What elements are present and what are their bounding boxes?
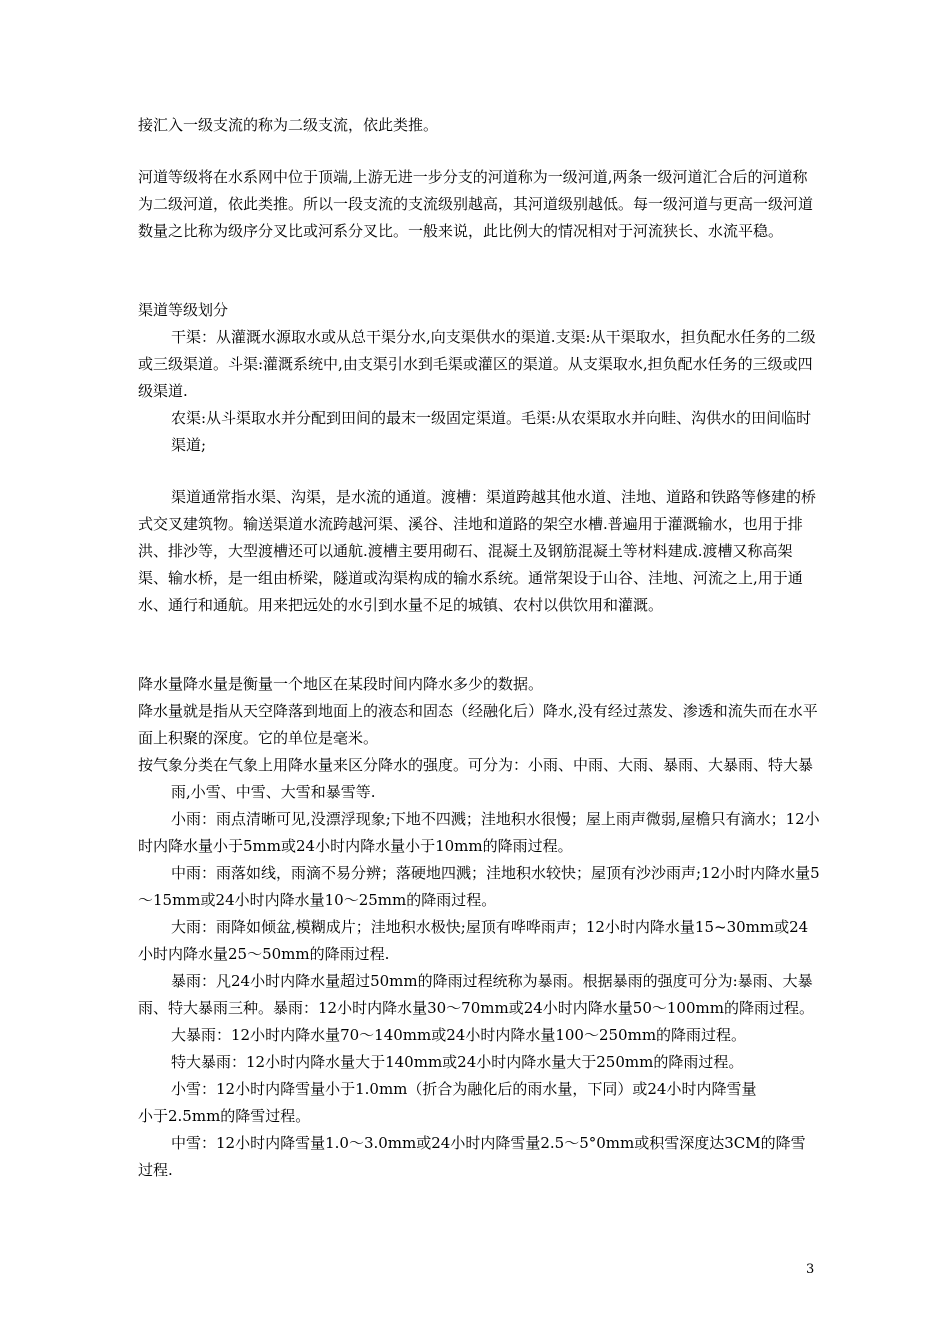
paragraph-moderate-snow: 中雪：12小时内降雪量1.0～3.0mm或24小时内降雪量2.5～5°0mm或积雪深度达3CM的降雪过程.	[138, 1134, 806, 1179]
paragraph-main-canal: 干渠：从灌溉水源取水或从总干渠分水,向支渠供水的渠道.支渠:从干渠取水，担负配水任务的二级或三级渠道。斗渠:灌溉系统中,由支渠引水到毛渠或灌区的渠道。从支渠取水,担负配水任务的三级或四级渠道.	[138, 328, 816, 400]
paragraph-moderate-rain: 中雨：雨落如线，雨滴不易分辨；落硬地四溅；洼地积水较快；屋顶有沙沙雨声;12小时内降水量5～15mm或24小时内降水量10～25mm的降雨过程。	[138, 864, 820, 909]
paragraph-heavy-rain: 大雨：雨降如倾盆,模糊成片；洼地积水极快;屋顶有哗哗雨声；12小时内降水量15~30mm或24小时内降水量25～50mm的降雨过程.	[138, 918, 809, 963]
document-body	[138, 112, 820, 1184]
paragraph-extreme-rainstorm: 特大暴雨：12小时内降水量大于140mm或24小时内降水量大于250mm的降雨过程。	[171, 1053, 744, 1071]
paragraph-precipitation-intro: 降水量降水量是衡量一个地区在某段时间内降水多少的数据。	[138, 675, 544, 693]
paragraph-tributary-level: 接汇入一级支流的称为二级支流，依此类推。	[138, 116, 439, 134]
paragraph-river-level: 河道等级将在水系网中位于顶端,上游无进一步分支的河道称为一级河道,两条一级河道汇合后的河道称为二级河道，依此类推。所以一段支流的支流级别越高，其河道级别越低。每一级河道与更高一级河道数量之比称为级序分叉比或河系分叉比。一般来说，此比例大的情况相对于河流狭长、水流平稳。	[138, 168, 814, 240]
paragraph-precipitation-classes: 按气象分类在气象上用降水量来区分降水的强度。可分为：小雨、中雨、大雨、暴雨、大暴雨、特大暴雨,小雪、中雪、大雪和暴雪等.	[138, 756, 814, 801]
page-number: 3	[806, 1262, 815, 1277]
paragraph-heavy-rainstorm: 大暴雨：12小时内降水量70～140mm或24小时内降水量100～250mm的降雨过程。	[171, 1026, 747, 1044]
spacer	[138, 245, 820, 297]
paragraph-light-snow: 小雪：12小时内降雪量小于1.0mm（折合为融化后的雨水量，下同）或24小时内降雪量	[171, 1080, 757, 1098]
paragraph-rainstorm: 暴雨：凡24小时内降水量超过50mm的降雨过程统称为暴雨。根据暴雨的强度可分为:暴雨、大暴雨、特大暴雨三种。暴雨：12小时内降水量30～70mm或24小时内降水量50～100mm的降雨过程。	[138, 972, 814, 1017]
paragraph-precipitation-definition: 降水量就是指从天空降落到地面上的液态和固态（经融化后）降水,没有经过蒸发、渗透和流失而在水平面上积聚的深度。它的单位是毫米。	[138, 702, 818, 747]
spacer	[138, 619, 820, 671]
spacer	[138, 459, 820, 484]
paragraph-light-rain: 小雨：雨点清晰可见,没漂浮现象;下地不四溅；洼地积水很慢；屋上雨声微弱,屋檐只有滴水；12小时内降水量小于5mm或24小时内降水量小于10mm的降雨过程。	[138, 810, 820, 855]
spacer	[138, 139, 820, 164]
paragraph-farm-canal: 农渠:从斗渠取水并分配到田间的最末一级固定渠道。毛渠:从农渠取水并向畦、沟供水的田间临时渠道;	[171, 409, 812, 454]
section-heading-canal-levels: 渠道等级划分	[138, 301, 229, 319]
paragraph-canal-aqueduct: 渠道通常指水渠、沟渠，是水流的通道。渡槽：渠道跨越其他水道、洼地、道路和铁路等修建的桥式交叉建筑物。输送渠道水流跨越河渠、溪谷、洼地和道路的架空水槽.普遍用于灌溉输水，也用于排洪、排沙等，大型渡槽还可以通航.渡槽主要用砌石、混凝土及钢筋混凝土等材料建成.渡槽又称高架渠、输水桥，是一组由桥梁，隧道或沟渠构成的输水系统。通常架设于山谷、洼地、河流之上,用于通水、通行和通航。用来把远处的水引到水量不足的城镇、农村以供饮用和灌溉。	[138, 488, 817, 614]
paragraph-light-snow-cont: 小于2.5mm的降雪过程。	[138, 1107, 311, 1125]
